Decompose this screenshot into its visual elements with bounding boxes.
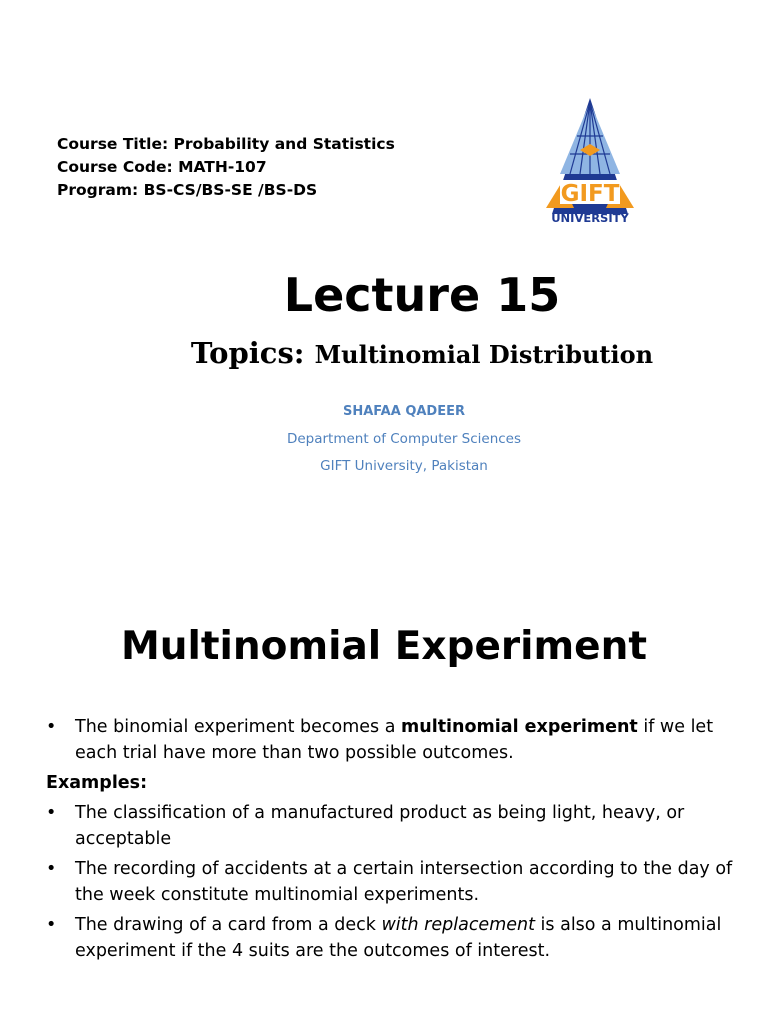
bullet-dot: • — [46, 859, 57, 879]
logo-subtitle: UNIVERSITY — [551, 211, 629, 225]
example-item: • The drawing of a card from a deck with replacement is also a multinomial experiment if the 4 suits are the outcomes of interest. — [46, 912, 736, 964]
example-item: • The classification of a manufactured product as being light, heavy, or acceptable — [46, 800, 736, 852]
course-info — [57, 133, 395, 202]
course-code: Course Code: MATH-107 — [57, 158, 267, 176]
logo-brand: GIFT — [560, 181, 620, 207]
author-name: SHAFAA QADEER — [342, 404, 465, 419]
course-program: Program: BS-CS/BS-SE /BS-DS — [57, 181, 318, 199]
slide-content — [46, 714, 736, 968]
examples-label: Examples: — [46, 773, 148, 793]
italic-text: with replacement — [381, 915, 535, 935]
author-institution: GIFT University, Pakistan — [320, 458, 488, 474]
bullet-dot: • — [46, 717, 57, 737]
emphasis-text: multinomial experiment — [401, 717, 638, 737]
author-department: Department of Computer Sciences — [286, 430, 522, 447]
section-title: Multinomial Experiment — [120, 624, 648, 669]
topic-name: Multinomial Distribution — [314, 340, 654, 369]
topics-prefix: Topics: — [190, 336, 315, 370]
bullet-dot: • — [46, 915, 57, 935]
example-item: • The recording of accidents at a certain intersection according to the day of the week constitute multinomial experiments. — [46, 856, 736, 908]
lecture-title: Lecture 15 — [283, 268, 561, 322]
gift-university-logo — [540, 96, 640, 226]
bullet-dot: • — [46, 803, 57, 823]
topics-heading — [0, 336, 768, 370]
author-block — [0, 398, 768, 481]
bullet-item: • The binomial experiment becomes a multinomial experiment if we let each trial have more than two possible outcomes. — [46, 714, 736, 766]
course-title: Course Title: Probability and Statistics — [57, 135, 395, 153]
